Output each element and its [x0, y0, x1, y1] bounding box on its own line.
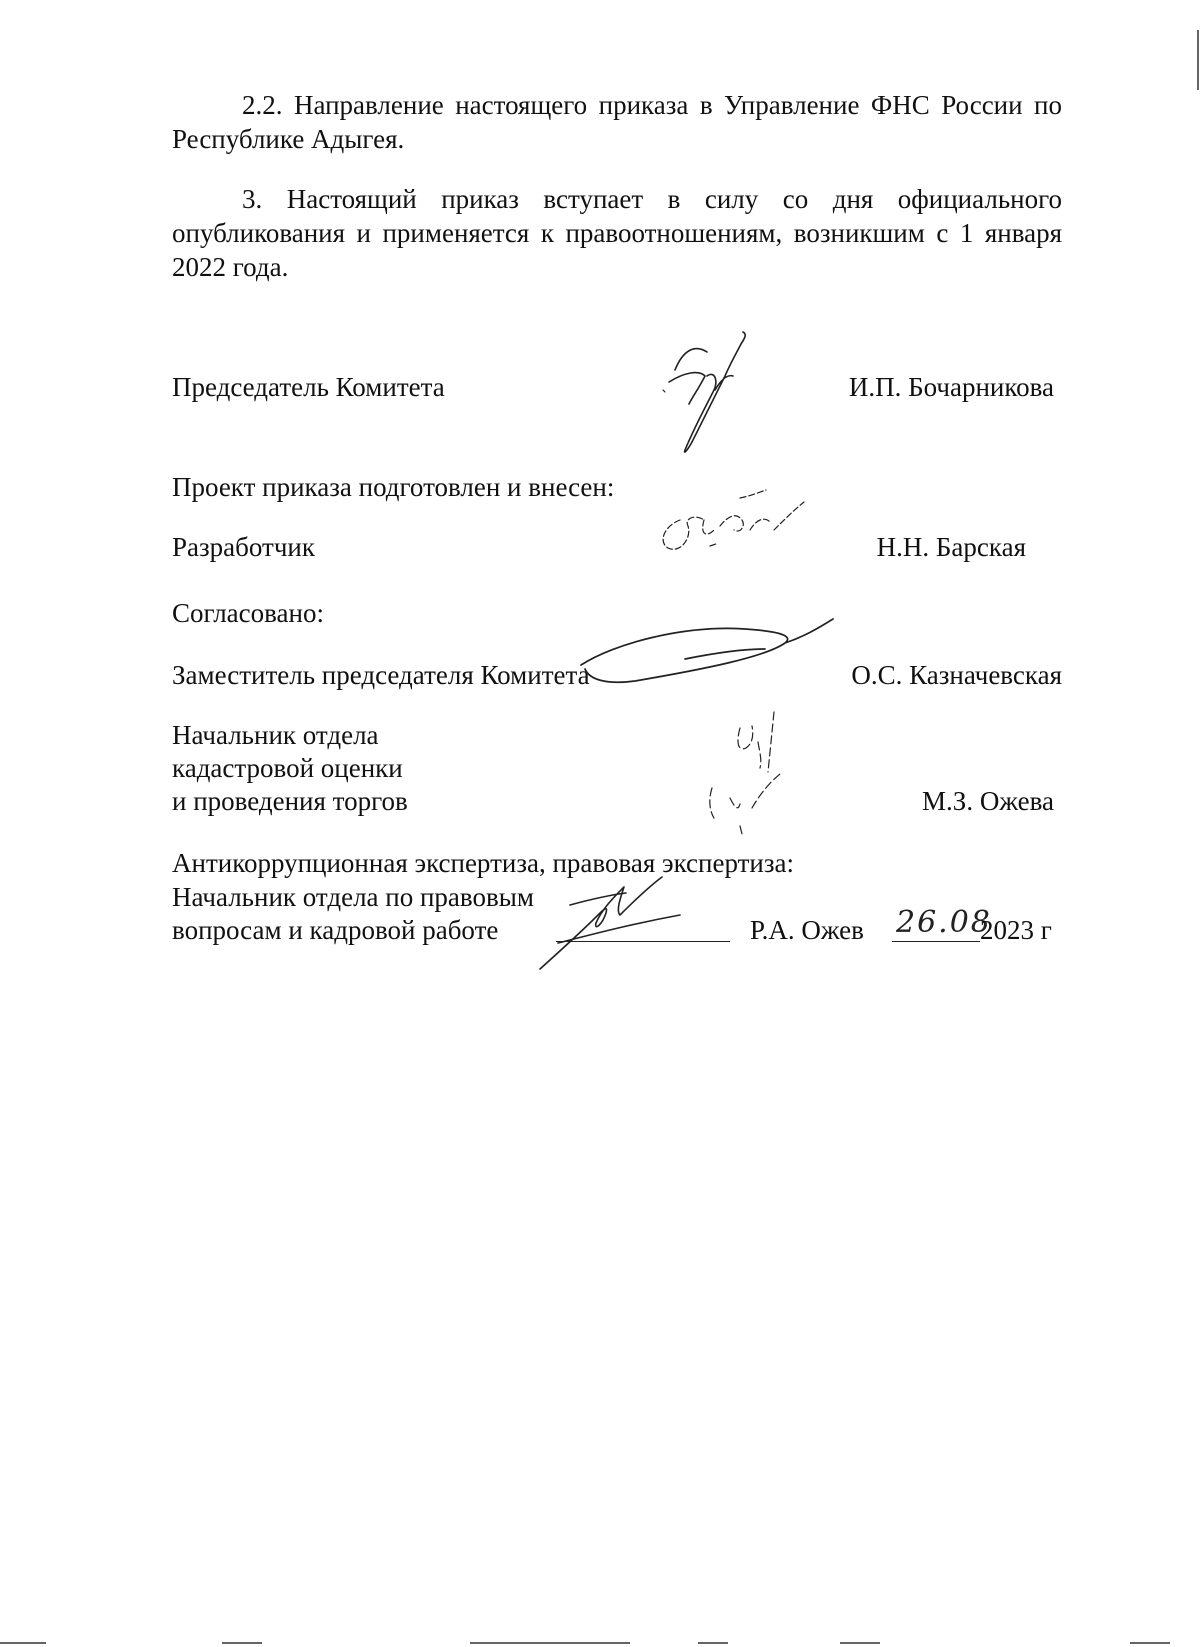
- agreed-heading: Согласовано:: [172, 598, 324, 628]
- paragraph-3: [172, 182, 1062, 284]
- paragraph-line: опубликования и применяется к правоотношениям, возникшим с 1 января: [172, 218, 1062, 248]
- legal-title-line2: вопросам и кадровой работе: [172, 915, 499, 945]
- deputy-title: Заместитель председателя Комитета: [172, 660, 590, 690]
- developer-signature: [650, 490, 830, 570]
- handwritten-date: 26.08: [896, 905, 992, 940]
- scan-artifact: [840, 1642, 880, 1644]
- prepared-by-heading: Проект приказа подготовлен и внесен:: [172, 472, 615, 502]
- deputy-name: О.С. Казначевская: [851, 660, 1062, 690]
- developer-title: Разработчик: [172, 532, 315, 562]
- scan-artifact: [222, 1642, 262, 1644]
- paragraph-line: 3. Настоящий приказ вступает в силу со дня официального: [242, 184, 1062, 214]
- legal-signature: [530, 865, 710, 975]
- scan-artifact: [470, 1642, 630, 1644]
- paragraph-line: 2022 года.: [172, 252, 289, 282]
- developer-name: Н.Н. Барская: [876, 532, 1026, 562]
- paragraph-line: Республике Адыгея.: [172, 124, 405, 154]
- paragraph-line: 2.2. Направление настоящего приказа в Управление ФНС России по: [242, 90, 1062, 120]
- deputy-signature: [575, 605, 845, 705]
- cadastral-signature: [700, 708, 820, 838]
- cadastral-title-line3: и проведения торгов: [172, 786, 408, 816]
- date-underline: [892, 941, 980, 942]
- chairman-signature: [655, 330, 765, 460]
- scan-artifact: [1197, 30, 1199, 90]
- cadastral-name: М.З. Ожева: [922, 786, 1054, 816]
- date-year: 2023 г: [980, 915, 1052, 945]
- chairman-name: И.П. Бочарникова: [848, 372, 1054, 402]
- scan-artifact: [0, 1642, 46, 1644]
- expertise-heading: Антикоррупционная экспертиза, правовая экспертиза:: [172, 848, 795, 878]
- chairman-title: Председатель Комитета: [172, 372, 445, 402]
- scan-artifact: [698, 1642, 728, 1644]
- scan-artifact: [1130, 1642, 1170, 1644]
- cadastral-title-line2: кадастровой оценки: [172, 753, 403, 783]
- legal-name: Р.А. Ожев: [750, 915, 864, 945]
- legal-title-line1: Начальник отдела по правовым: [172, 882, 534, 912]
- paragraph-2-2: [172, 88, 1062, 156]
- cadastral-title-line1: Начальник отдела: [172, 720, 379, 750]
